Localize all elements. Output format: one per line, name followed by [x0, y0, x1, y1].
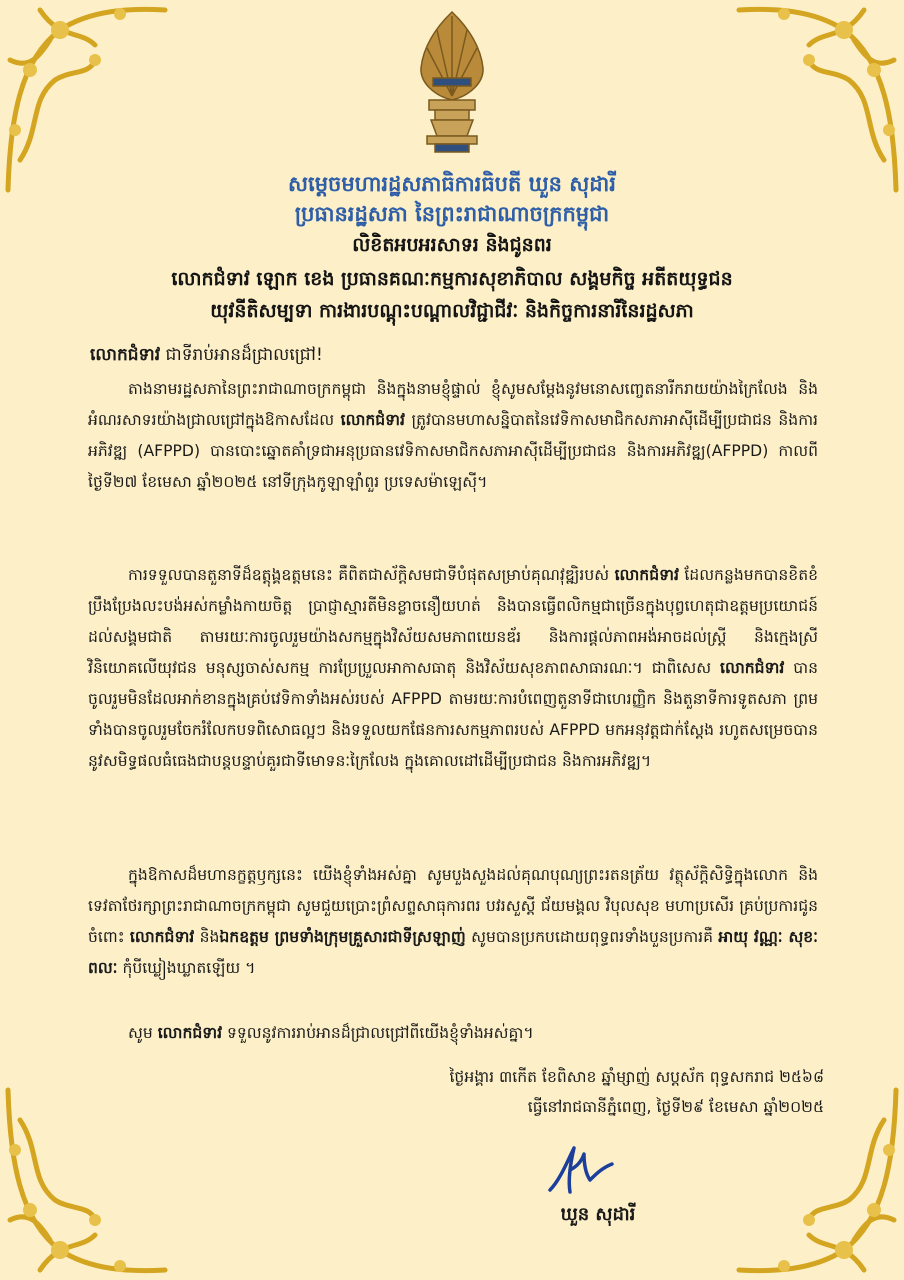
p3-text: ក្នុងឱកាសដ៏មហានក្ខត្តឫក្សនេះ យើងខ្ញុំទាំងអស់គ្នា សូមបួងសួងដល់គុណបុណ្យព្រះរតនត្រ័យ វត្ថុស័ក្តិសិទ្ធិក្នុងលោក និងទេវតាថែរក្សាព្រះរាជាណាចក្រកម្ពុជា សូមជួយប្រោះព្រំសព្ទសាធុការពរ បវរសួស្តី ជ័យមង្គល វិបុលសុខ មហាប្រសើរ គ្រប់ប្រការជូនចំពោះ	[88, 866, 818, 946]
p2-text: ការទទួលបានតួនាទីដ៏ឧត្តុង្គឧត្តមនេះ គឺពិតជាស័ក្តិសមជាទីបំផុតសម្រាប់គុណវុឌ្ឍិរបស់	[128, 566, 615, 584]
letter-title: លិខិតអបអរសាទរ និងជូនពរ	[352, 234, 552, 256]
p3-bold: លោកជំទាវ	[129, 928, 195, 946]
p3-bold-2: ឯកឧត្តម ព្រមទាំងក្រុមគ្រួសារជាទីស្រឡាញ់	[219, 928, 466, 946]
lunar-date: ថ្ងៃអង្គារ ៣កើត ខែពិសាខ ឆ្នាំម្សាញ់ សប្តស័ក ពុទ្ធសករាជ ២៥៦៨	[449, 1068, 824, 1086]
p3-mid: និង	[194, 928, 220, 946]
salutation-name: លោកជំទាវ	[90, 345, 161, 365]
p1-text: តាងនាមរដ្ឋសភានៃព្រះរាជាណាចក្រកម្ពុជា និងក្នុងនាមខ្ញុំផ្ទាល់ ខ្ញុំសូមសម្តែងនូវមនោសញ្ចេតនារីករាយយ៉ាងក្រៃលែង និងអំណរសាទរយ៉ាងជ្រាលជ្រៅក្នុងឱកាសដែល	[88, 380, 818, 429]
body-paragraph-3	[88, 860, 818, 984]
closing-prefix: សូម	[128, 1024, 158, 1042]
closing-rest: ទទួលនូវការរាប់អានដ៏ជ្រាលជ្រៅពីយើងខ្ញុំទាំងអស់គ្នា។	[222, 1024, 534, 1042]
p2-rest: បានចូលរួមមិនដែលអាក់ខានក្នុងគ្រប់វេទិកាទាំងអស់របស់ AFPPD តាមរយៈការបំពេញតួនាទីជាហេរញ្ញិក និងតួនាទីការទូតសភា ព្រមទាំងបានចូលរួមចែករំលែកបទពិសោធល្អៗ និងទទួលយកផែនការសកម្មភាពរបស់ AFPPD មកអនុវត្តជាក់ស្តែង រហូតសម្រេចបាននូវសមិទ្ធផលធំធេងជាបន្តបន្ទាប់គួរជាទីមោទនៈក្រៃលែង ក្នុងគោលដៅដើម្បីប្រជាជន និងការអភិវឌ្ឍ។	[88, 659, 818, 770]
p2-bold: លោកជំទាវ	[614, 566, 679, 584]
signer-name: ឃួន សុដារី	[560, 1204, 636, 1225]
p2-bold-2: លោកជំទាវ	[720, 659, 785, 677]
recipient-line-1: លោកជំទាវ ឡោក ខេង ប្រធានគណៈកម្មការសុខាភិបាល សង្គមកិច្ច អតីតយុទ្ធជន	[171, 268, 733, 290]
sender-position: ប្រធានរដ្ឋសភា នៃព្រះរាជាណាចក្រកម្ពុជា	[294, 202, 610, 226]
handwritten-signature	[540, 1140, 620, 1200]
body-paragraph-2	[88, 560, 818, 777]
closing-line	[128, 1018, 534, 1048]
salutation-rest: ជាទីរាប់អានដ៏ជ្រាលជ្រៅ!	[160, 345, 323, 365]
recipient-line-2: យុវនីតិសម្បទា ការងារបណ្តុះបណ្តាលវិជ្ជាជីវៈ និងកិច្ចការនារីនៃរដ្ឋសភា	[210, 300, 694, 322]
closing-bold: លោកជំទាវ	[157, 1024, 223, 1042]
national-assembly-emblem	[405, 8, 499, 160]
p2-mid: ដែលកន្លងមកបានខិតខំប្រឹងប្រែងលះបង់អស់កម្លាំងកាយចិត្ត ប្រាជ្ញាស្មារតីមិនខ្លាចនឿយហត់ និងបានធ្វើពលិកម្មជាច្រើនក្នុងបុព្វហេតុជាឧត្តមប្រយោជន៍ដល់សង្គមជាតិ តាមរយៈការចូលរួមយ៉ាងសកម្មក្នុងវិស័យសមភាពយេនឌ័រ និងការផ្តល់ភាពអង់អាចដល់ស្ត្រី និងក្មេងស្រី វិនិយោគលើយុវជន មនុស្សចាស់សកម្ម ការប្រែប្រួលអាកាសធាតុ និងវិស័យសុខភាពសាធារណៈ។ ជាពិសេស	[88, 566, 818, 677]
p3-mid-2: សូមបានប្រកបដោយពុទ្ធពរទាំងបួនប្រការគឺ	[465, 928, 719, 946]
body-paragraph-1	[88, 374, 818, 498]
sender-title: សម្តេចមហារដ្ឋសភាធិការធិបតី ឃួន សុដារី	[288, 172, 616, 196]
corner-ornament-bottom-left	[0, 1080, 170, 1280]
p1-rest: ត្រូវបានមហាសន្និបាតនៃវេទិកាសមាជិកសភាអាស៊ីដើម្បីប្រជាជន និងការអភិវឌ្ឍ (AFPPD) បានបោះឆ្នោតគាំទ្រជាអនុប្រធានវេទិកាសមាជិកសភាអាស៊ីដើម្បីប្រជាជន និងការអភិវឌ្ឍ(AFPPD) កាលពីថ្ងៃទី២៧ ខែមេសា ឆ្នាំ២០២៥ នៅទីក្រុងកូឡាឡាំពួរ ប្រទេសម៉ាឡេស៊ី។	[88, 411, 818, 491]
salutation	[90, 342, 323, 368]
solar-date: ធ្វើនៅរាជធានីភ្នំពេញ, ថ្ងៃទី២៩ ខែមេសា ឆ្នាំ២០២៥	[527, 1098, 824, 1116]
p1-bold: លោកជំទាវ	[340, 411, 405, 429]
p3-bold-3: អាយុ វណ្ណៈ សុខៈ ពលៈ	[88, 928, 818, 977]
p3-rest: កុំបីឃ្លៀងឃ្លាតឡើយ ។	[117, 959, 256, 977]
